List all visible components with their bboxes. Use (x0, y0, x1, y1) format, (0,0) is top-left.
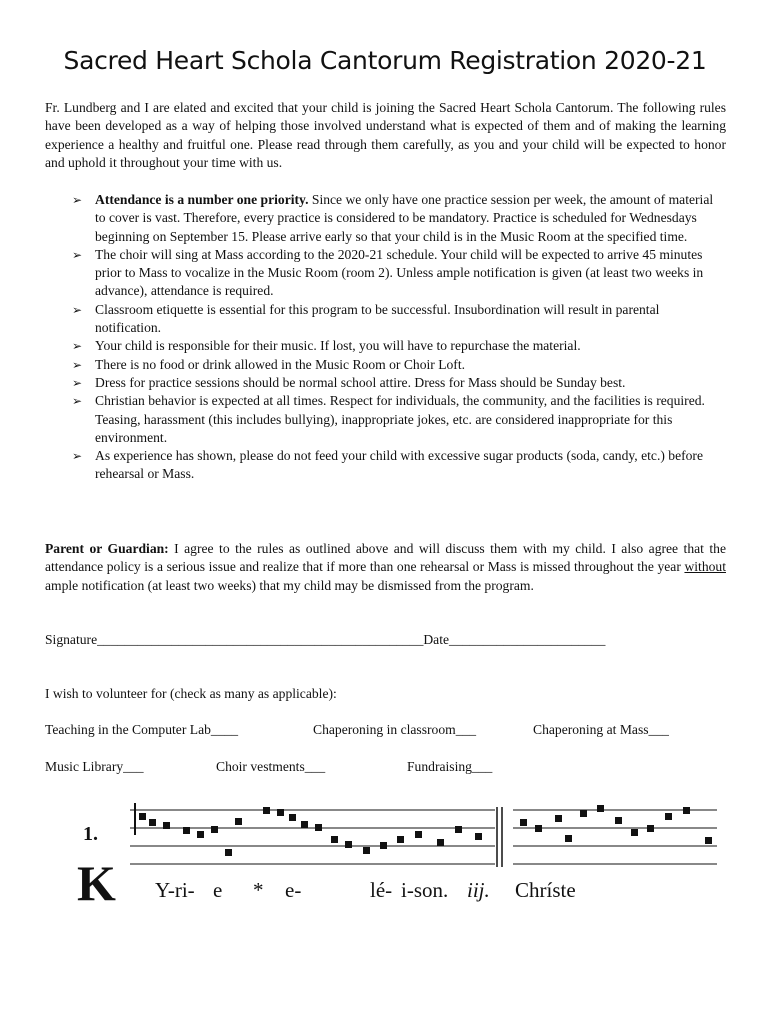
volunteer-option-choir-vestments[interactable]: Choir vestments___ (216, 759, 326, 774)
rule-item (72, 374, 726, 392)
rule-text: As experience has shown, please do not feed your child with excessive sugar products (soda, candy, etc.) before rehearsal or Mass. (95, 448, 703, 482)
arrow-bullet-icon: ➢ (72, 302, 83, 317)
rule-text: Classroom etiquette is essential for this program to be successful. Insubordination will result in parental notification. (95, 301, 660, 336)
chant-syllable: e (213, 878, 223, 902)
parent-text-before: I agree to the rules as outlined above and will discuss them with my child. I also agree that the attendance policy is a serious issue and realize that if more than one rehearsal or Mass is missed throughout the year (45, 541, 726, 575)
intro-paragraph: Fr. Lundberg and I are elated and excited that your child is joining the Sacred Heart Schola Cantorum. The following rules have been developed as a way of helping those involved understand what is expected of them and of making the learning experience a healthy and fruitful one. Please read through them carefully, as you and your child will be expected to honor and uphold it throughout your time with us. (45, 100, 726, 170)
rule-item (72, 392, 726, 447)
date-field[interactable]: _______________________ (449, 632, 606, 647)
chant-syllable: * (253, 878, 264, 902)
arrow-bullet-icon: ➢ (72, 247, 83, 262)
chant-number: 1. (83, 823, 98, 845)
page-title: Sacred Heart Schola Cantorum Registration 2020-21 (63, 46, 707, 75)
arrow-bullet-icon: ➢ (72, 394, 83, 409)
arrow-bullet-icon: ➢ (72, 357, 83, 372)
volunteer-option-chaperone-classroom[interactable]: Chaperoning in classroom___ (313, 722, 477, 737)
arrow-bullet-icon: ➢ (72, 193, 83, 207)
volunteer-heading: I wish to volunteer for (check as many as applicable): (45, 686, 337, 701)
parent-label: Parent or Guardian: (45, 541, 169, 556)
volunteer-option-computer-lab[interactable]: Teaching in the Computer Lab____ (45, 722, 239, 737)
chant-syllable: lé- (370, 878, 393, 902)
rule-text: Dress for practice sessions should be normal school attire. Dress for Mass should be Sunday best. (95, 374, 626, 390)
rule-item (72, 447, 726, 484)
parent-agreement (45, 540, 726, 595)
rule-text: There is no food or drink allowed in the Music Room or Choir Loft. (95, 356, 465, 372)
chant-notation-image (75, 795, 725, 915)
volunteer-option-music-library[interactable]: Music Library___ (45, 759, 144, 774)
volunteer-option-fundraising[interactable]: Fundraising___ (407, 759, 493, 774)
arrow-bullet-icon: ➢ (72, 339, 83, 354)
rule-text: Your child is responsible for their music. If lost, you will have to repurchase the material. (95, 338, 581, 354)
chant-staff (130, 803, 717, 867)
arrow-bullet-icon: ➢ (72, 449, 83, 464)
chant-syllable: Chríste (515, 878, 576, 902)
rule-text: The choir will sing at Mass according to the 2020-21 schedule. Your child will be expected to arrive 45 minutes prior to Mass to vocalize in the Music Room (room 2). Unless ample notification is given (at least two weeks in advance), attendance is required. (95, 246, 704, 299)
chant-syllable: i-son. (401, 878, 449, 902)
rule-item (72, 301, 726, 338)
parent-text-after: ample notification (at least two weeks) that my child may be dismissed from the program. (45, 577, 534, 593)
rules-list (72, 191, 726, 484)
volunteer-option-chaperone-mass[interactable]: Chaperoning at Mass___ (533, 722, 669, 737)
signature-date-line (45, 632, 605, 648)
chant-initial: K (77, 855, 116, 911)
rule-item (72, 337, 726, 355)
arrow-bullet-icon: ➢ (72, 375, 83, 390)
rule-item (72, 356, 726, 374)
chant-neumes (139, 805, 712, 856)
rule-bold-lead: Attendance is a number one priority. (95, 192, 309, 207)
parent-underlined-word: without (684, 559, 726, 575)
signature-label: Signature (45, 632, 98, 647)
chant-syllable: Y-ri- (155, 878, 195, 902)
rule-text: Christian behavior is expected at all times. Respect for individuals, the community, and the facilities is required. Teasing, harassment (this includes bullying), inappropriate jokes, etc. are considered inappropriate for this environment. (95, 393, 705, 445)
rule-item (72, 191, 726, 246)
date-label: Date (423, 632, 450, 647)
chant-syllable: iij. (467, 878, 490, 902)
rule-text: Since we only have one practice session per week, the amount of material to cover is vast. Therefore, every practice is considered to be mandatory. Practice is scheduled for Wednesdays beginning on September 15. Please arrive early so that your child is in the Music Room at the specified time. (95, 192, 714, 244)
signature-field[interactable]: ________________________________________________ (97, 632, 424, 647)
rule-item (72, 246, 726, 301)
chant-syllable: e- (285, 878, 302, 902)
